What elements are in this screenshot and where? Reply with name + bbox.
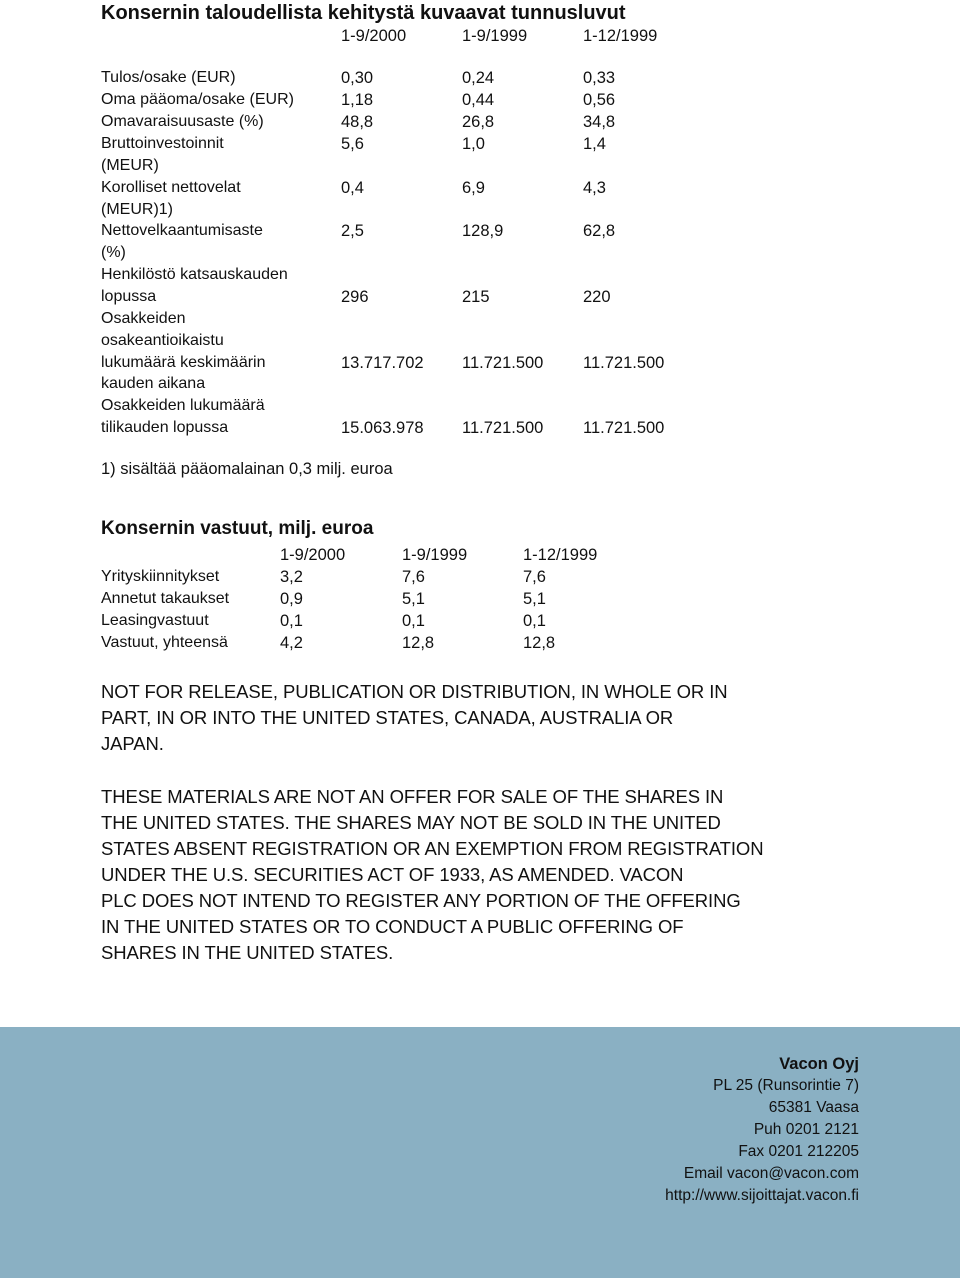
table-cell: 0,1 xyxy=(402,612,425,630)
row-label: Tulos/osake (EUR) xyxy=(101,69,236,86)
column-header: 1-12/1999 xyxy=(523,546,598,564)
disclaimer-line: IN THE UNITED STATES OR TO CONDUCT A PUBLIC OFFERING OF xyxy=(101,916,684,937)
table-cell: 12,8 xyxy=(523,634,556,652)
table-cell: 3,2 xyxy=(280,568,303,586)
table-cell: 0,24 xyxy=(462,69,495,87)
row-label: (MEUR)1) xyxy=(101,201,173,218)
table-cell: 7,6 xyxy=(402,568,425,586)
table-cell: 7,6 xyxy=(523,568,546,586)
row-label: Vastuut, yhteensä xyxy=(101,634,228,651)
contact-email: Email vacon@vacon.com xyxy=(683,1165,859,1182)
table-cell: 5,1 xyxy=(523,590,546,608)
company-name: Vacon Oyj xyxy=(779,1055,859,1073)
table-cell: 4,3 xyxy=(583,179,606,197)
column-header: 1-9/1999 xyxy=(402,546,468,564)
table-cell: 0,44 xyxy=(462,91,495,109)
disclaimer-line: THE UNITED STATES. THE SHARES MAY NOT BE SOLD IN THE UNITED xyxy=(101,812,721,833)
contact-address: PL 25 (Runsorintie 7) xyxy=(713,1077,859,1094)
table-cell: 0,1 xyxy=(523,612,546,630)
contact-fax: Fax 0201 212205 xyxy=(738,1143,859,1160)
column-header: 1-9/1999 xyxy=(462,27,528,45)
table-cell: 13.717.702 xyxy=(341,354,424,372)
table-cell: 15.063.978 xyxy=(341,419,424,437)
table-cell: 215 xyxy=(462,288,490,306)
table-cell: 11.721.500 xyxy=(583,419,665,437)
row-label: (%) xyxy=(101,244,126,261)
table-cell: 4,2 xyxy=(280,634,303,652)
contact-block xyxy=(665,1053,859,1207)
table-cell: 220 xyxy=(583,288,611,306)
contact-postal: 65381 Vaasa xyxy=(768,1099,859,1116)
row-label: (MEUR) xyxy=(101,157,159,174)
table-cell: 0,1 xyxy=(280,612,303,630)
disclaimer-line: PLC DOES NOT INTEND TO REGISTER ANY PORTION OF THE OFFERING xyxy=(101,890,741,911)
table-cell: 34,8 xyxy=(583,113,616,131)
table-cell: 48,8 xyxy=(341,113,374,131)
row-label: Nettovelkaantumisaste xyxy=(101,222,263,239)
table-cell: 5,1 xyxy=(402,590,425,608)
column-header: 1-9/2000 xyxy=(280,546,346,564)
table-cell: 2,5 xyxy=(341,222,364,240)
table-cell: 128,9 xyxy=(462,222,504,240)
row-label: Henkilöstö katsauskauden xyxy=(101,266,288,283)
row-label: Osakkeiden lukumäärä xyxy=(101,397,265,414)
row-label: kauden aikana xyxy=(101,375,206,392)
disclaimer-line: NOT FOR RELEASE, PUBLICATION OR DISTRIBUTION, IN WHOLE OR IN xyxy=(101,681,728,702)
table-cell: 0,33 xyxy=(583,69,616,87)
footnote: 1) sisältää pääomalainan 0,3 milj. euroa xyxy=(101,460,393,478)
table-cell: 12,8 xyxy=(402,634,435,652)
table-cell: 0,9 xyxy=(280,590,303,608)
row-label: Yrityskiinnitykset xyxy=(101,568,220,585)
table-cell: 6,9 xyxy=(462,179,485,197)
table-cell: 1,0 xyxy=(462,135,485,153)
row-label: tilikauden lopussa xyxy=(101,419,229,436)
disclaimer-line: SHARES IN THE UNITED STATES. xyxy=(101,942,394,963)
disclaimer-line: UNDER THE U.S. SECURITIES ACT OF 1933, AS AMENDED. VACON xyxy=(101,864,684,885)
row-label: Osakkeiden xyxy=(101,310,186,327)
contact-website: http://www.sijoittajat.vacon.fi xyxy=(665,1187,859,1204)
table-cell: 1,18 xyxy=(341,91,374,109)
table-cell: 0,4 xyxy=(341,179,364,197)
row-label: osakeantioikaistu xyxy=(101,332,224,349)
contact-phone: Puh 0201 2121 xyxy=(753,1121,859,1138)
row-label: Annetut takaukset xyxy=(101,590,230,607)
row-label: Omavaraisuusaste (%) xyxy=(101,113,264,130)
column-header: 1-9/2000 xyxy=(341,27,407,45)
disclaimer-line: JAPAN. xyxy=(101,733,164,754)
table-cell: 11.721.500 xyxy=(462,419,544,437)
row-label: Oma pääoma/osake (EUR) xyxy=(101,91,294,108)
disclaimer-line: PART, IN OR INTO THE UNITED STATES, CANADA, AUSTRALIA OR xyxy=(101,707,674,728)
table-cell: 11.721.500 xyxy=(583,354,665,372)
table-cell: 26,8 xyxy=(462,113,495,131)
table-cell: 0,56 xyxy=(583,91,616,109)
row-label: Bruttoinvestoinnit xyxy=(101,135,224,152)
disclaimer-release xyxy=(101,679,728,757)
row-label: Leasingvastuut xyxy=(101,612,209,629)
row-label: lukumäärä keskimäärin xyxy=(101,354,266,371)
table-cell: 296 xyxy=(341,288,369,306)
key-figures-title: Konsernin taloudellista kehitystä kuvaavat tunnusluvut xyxy=(101,2,626,24)
disclaimer-line: THESE MATERIALS ARE NOT AN OFFER FOR SALE OF THE SHARES IN xyxy=(101,786,724,807)
table-cell: 11.721.500 xyxy=(462,354,544,372)
row-label: Korolliset nettovelat xyxy=(101,179,241,196)
liabilities-title: Konsernin vastuut, milj. euroa xyxy=(101,518,374,539)
table-cell: 5,6 xyxy=(341,135,364,153)
table-cell: 0,30 xyxy=(341,69,374,87)
disclaimer-line: STATES ABSENT REGISTRATION OR AN EXEMPTION FROM REGISTRATION xyxy=(101,838,764,859)
table-cell: 1,4 xyxy=(583,135,606,153)
disclaimer-offer xyxy=(101,784,763,966)
column-header: 1-12/1999 xyxy=(583,27,658,45)
table-cell: 62,8 xyxy=(583,222,616,240)
row-label: lopussa xyxy=(101,288,157,305)
